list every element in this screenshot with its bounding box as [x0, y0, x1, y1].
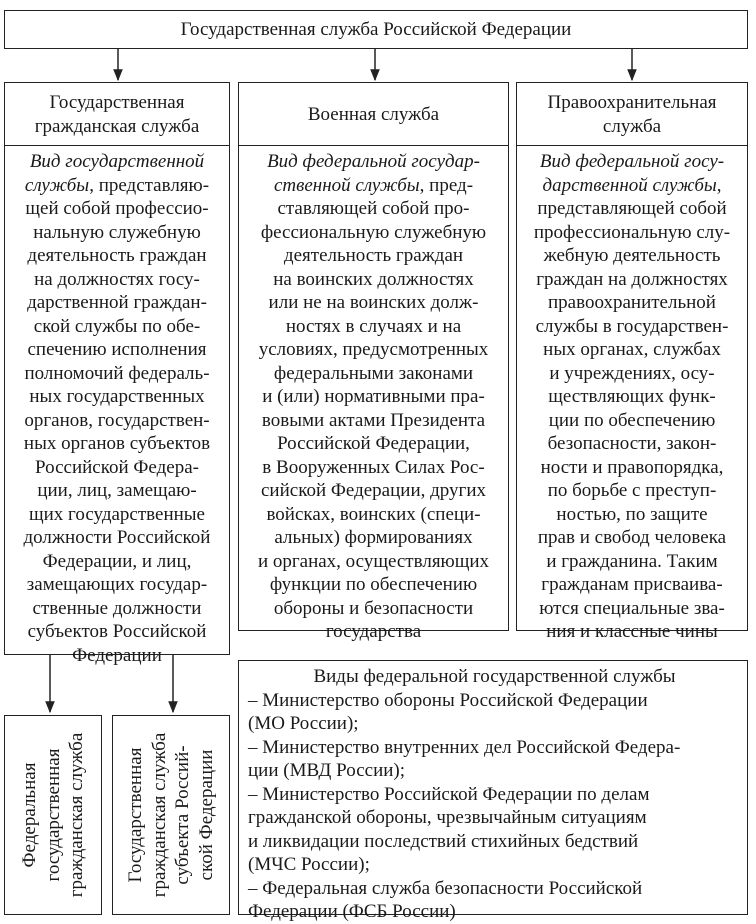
law-enforcement-text: , представляющей собой профессиональную слу- жебную деятельность граждан на должностях правоохранительной службы в государствен- ных органах, службах и учреждениях, осу- ществляющих функ- ции по обеспечению безопасности, закон- ности и правопорядка, по борьбе с преступ- ностью, по защите прав и свобод человека и гражданина. Таким гражданам присваива- ются специальные зва- ния и классные чины	[533, 174, 731, 642]
law-enforcement-lead: Вид федеральной госу- дарственной службы	[539, 151, 725, 196]
header-title: Государственная служба Российской Федерации	[180, 18, 572, 40]
civil-service-text: , представляю- щей собой профессио- нальную служебную деятельность граждан на должностях госу- дарственной граждан- ской службы по обе- спечению исполнения полномочий федераль- ных государственных органов, государствен- ных органов субъектов Российской Федера- ции, лиц, замещаю- щих государственные должности Российской Федерации, и лиц, замещающих государ- ственные должности субъектов Российской Федерации	[23, 174, 211, 666]
federal-civil-service-label: Федеральная государственная гражданская служба	[18, 732, 87, 898]
military-service-text: , пред- ставляющей собой про- фессиональную служебную деятельность граждан на воинских должностях или не на воинских долж- ностях в случаях и на условиях, предусмотренных федеральными законами и (или) нормативными пра- вовыми актами Президента Российской Федерации, в Вооруженных Силах Рос- сийской Федерации, других войсках, воинских (специ- альных) формированиях и органах, осуществляющих функции по обеспечению обороны и безопасности государства	[257, 174, 490, 642]
regional-civil-service-label: Государственная гражданская служба субъекта Россий- ской Федерации	[125, 732, 217, 898]
military-service-title-box	[238, 82, 509, 147]
military-service-title: Военная служба	[307, 103, 440, 125]
military-service-description	[238, 145, 509, 642]
civil-service-title-box	[4, 82, 230, 147]
federal-service-type-item: – Федеральная служба безопасности Российской Федерации (ФСБ России)	[248, 877, 643, 922]
federal-service-type-item: – Министерство внутренних дел Российской Федера- ции (МВД России);	[248, 736, 681, 781]
law-enforcement-title-box	[516, 82, 748, 147]
header-box	[4, 10, 748, 49]
federal-civil-service-box	[4, 715, 102, 915]
civil-service-title: Государственная гражданская служба	[34, 91, 200, 137]
federal-service-types-title: Виды федеральной государственной службы	[313, 666, 676, 687]
law-enforcement-title: Правоохранительная служба	[547, 91, 717, 137]
regional-civil-service-box	[112, 715, 230, 915]
federal-service-type-item: – Министерство обороны Российской Федерации (МО России);	[248, 689, 648, 734]
federal-service-type-item: – Министерство Российской Федерации по делам гражданской обороны, чрезвычайным ситуациям и ликвидации последствий стихийных бедствий (МЧС России);	[248, 783, 650, 875]
military-service-lead: Вид федеральной государ- ственной службы	[267, 151, 480, 196]
civil-service-description	[4, 145, 230, 666]
civil-service-lead: Вид государственной службы	[24, 151, 205, 196]
law-enforcement-description	[516, 145, 748, 642]
federal-service-types-box	[238, 660, 748, 922]
